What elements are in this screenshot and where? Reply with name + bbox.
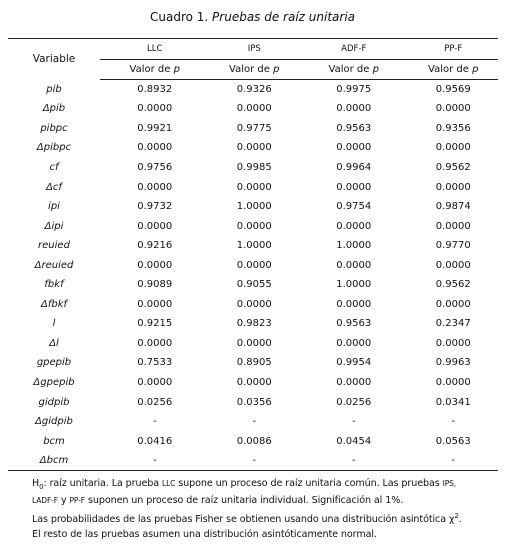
variable-cell: Δipi [44, 220, 64, 232]
pvalue-cell: - [100, 451, 200, 471]
test-header-llc: LLC [100, 39, 200, 60]
variable-header: Variable [8, 39, 100, 80]
variable-cell: Δpib [42, 103, 66, 115]
pvalue-cell: 0.0563 [435, 435, 471, 447]
pvalue-cell: 0.9563 [336, 318, 372, 330]
pvalue-cell: 0.9055 [236, 279, 272, 291]
table-row [8, 412, 498, 432]
table-row [8, 99, 498, 119]
note-line: Las probabilidades de las pruebas Fisher se obtienen usando una distribución asintótica $\chi^2$. [32, 511, 462, 526]
pvalue-cell: 0.8932 [137, 84, 173, 96]
title-name: Pruebas de raíz unitaria [212, 10, 356, 24]
variable-cell: Δgpepib [33, 376, 75, 388]
variable-cell: Δl [49, 337, 59, 349]
pvalue-cell: 0.0000 [137, 103, 173, 115]
pvalue-cell: 0.9775 [236, 122, 272, 134]
pvalue-cell: - [451, 416, 456, 428]
pvalue-cell: - [200, 451, 300, 471]
table-row [8, 295, 498, 315]
pvalue-cell: 0.0000 [336, 376, 372, 388]
table-row [8, 197, 498, 217]
pvalue-cell: 0.9964 [336, 161, 372, 173]
pvalue-cell: - [351, 416, 356, 428]
pvalue-cell: 0.0000 [137, 337, 173, 349]
pvalue-cell: 0.0000 [336, 142, 372, 154]
pvalue-cell: 0.9963 [435, 357, 471, 369]
pvalue-cell: 0.0000 [435, 142, 471, 154]
pvalue-cell: 0.9756 [137, 161, 173, 173]
pvalue-cell: 1.0000 [336, 279, 372, 291]
pvalue-cell: 0.0000 [236, 103, 272, 115]
table-row [8, 451, 498, 471]
pvalue-cell: 0.9985 [236, 161, 272, 173]
pvalue-cell: 0.0000 [137, 298, 173, 310]
pvalue-cell: 0.9770 [435, 240, 471, 252]
pvalue-cell: 0.9569 [435, 84, 471, 96]
table-row [8, 216, 498, 236]
table-row [8, 353, 498, 373]
table-row [8, 314, 498, 334]
pvalue-cell: 0.0000 [336, 298, 372, 310]
pvalue-cell: - [399, 451, 499, 471]
pvalue-cell: 0.0000 [137, 181, 173, 193]
pvalue-header: Valor de p [299, 60, 399, 80]
variable-cell: ipi [48, 201, 60, 213]
note-line: El resto de las pruebas asumen una distribución asintóticamente normal. [32, 528, 377, 540]
pvalue-cell: 0.9326 [236, 84, 272, 96]
pvalue-cell: 0.0416 [137, 435, 173, 447]
table-row [8, 392, 498, 412]
table-row [8, 80, 498, 100]
pvalue-cell: - [299, 451, 399, 471]
pvalue-cell: 0.7533 [137, 357, 173, 369]
pvalue-header: Valor de p [100, 60, 200, 80]
pvalue-cell: 0.0000 [137, 142, 173, 154]
table-row [8, 255, 498, 275]
pvalue-cell: 0.0000 [236, 220, 272, 232]
pvalue-cell: 0.0000 [236, 337, 272, 349]
table-row [8, 158, 498, 178]
table-row [8, 177, 498, 197]
pvalue-cell: 0.0000 [435, 298, 471, 310]
pvalue-cell: 0.0000 [236, 259, 272, 271]
variable-cell: cf [49, 161, 59, 173]
variable-cell: l [52, 318, 56, 330]
pvalue-cell: 0.0000 [435, 376, 471, 388]
header-row [8, 39, 498, 60]
test-header-ips: IPS [200, 39, 300, 60]
pvalue-header: Valor de p [200, 60, 300, 80]
variable-cell: Δbcm [8, 451, 100, 471]
test-header-adf: ADF-F [299, 39, 399, 60]
pvalue-cell: 0.0000 [435, 337, 471, 349]
pvalue-cell: 0.0000 [435, 259, 471, 271]
variable-cell: Δcf [46, 181, 62, 193]
table-row [8, 373, 498, 393]
pvalue-cell: 0.0000 [236, 376, 272, 388]
pvalue-cell: 0.0000 [336, 181, 372, 193]
pvalue-cell: 1.0000 [236, 240, 272, 252]
variable-cell: gidpib [38, 396, 70, 408]
table-title [0, 9, 505, 25]
pvalue-cell: 0.0000 [137, 376, 173, 388]
table-body [8, 80, 498, 471]
table-row [8, 431, 498, 451]
pvalue-cell: 0.0000 [236, 142, 272, 154]
pvalue-cell: 0.9356 [435, 122, 471, 134]
pvalue-cell: 0.2347 [435, 318, 471, 330]
pvalue-cell: 0.0000 [336, 259, 372, 271]
variable-cell: pibpc [40, 122, 68, 134]
pvalue-cell: 0.0000 [137, 259, 173, 271]
unit-root-table [8, 38, 498, 471]
pvalue-cell: 0.9562 [435, 279, 471, 291]
variable-cell: Δpibpc [36, 142, 72, 154]
pvalue-cell: 0.0000 [435, 103, 471, 115]
variable-cell: Δreuied [34, 259, 74, 271]
variable-cell: fbkf [44, 279, 64, 291]
variable-cell: gpepib [36, 357, 72, 369]
variable-cell: Δgidpib [35, 416, 73, 428]
pvalue-cell: - [152, 416, 157, 428]
pvalue-cell: 0.0341 [435, 396, 471, 408]
pvalue-cell: 0.9216 [137, 240, 173, 252]
pvalue-cell: 0.9921 [137, 122, 173, 134]
test-header-pp: PP-F [399, 39, 499, 60]
note-line: LADF-F y PP-F suponen un proceso de raíz unitaria individual. Significación al 1%. [32, 495, 404, 507]
pvalue-cell: 0.9954 [336, 357, 372, 369]
pvalue-cell: 0.9215 [137, 318, 173, 330]
pvalue-cell: 0.8905 [236, 357, 272, 369]
pvalue-cell: 0.0256 [137, 396, 173, 408]
variable-cell: reuied [38, 240, 70, 252]
pvalue-cell: 0.9089 [137, 279, 173, 291]
pvalue-cell: 0.0000 [336, 220, 372, 232]
pvalue-cell: 1.0000 [336, 240, 372, 252]
pvalue-cell: - [252, 416, 257, 428]
note-line: $H_0$: raíz unitaria. La prueba LLC supone un proceso de raíz unitaria común. Las pruebas IPS, [32, 478, 457, 491]
pvalue-cell: 0.9874 [435, 201, 471, 213]
variable-cell: pib [46, 83, 62, 95]
pvalue-cell: 0.0000 [435, 220, 471, 232]
pvalue-cell: 0.9563 [336, 122, 372, 134]
pvalue-cell: 0.0000 [236, 181, 272, 193]
table-notes [32, 477, 502, 542]
pvalue-cell: 0.0000 [336, 337, 372, 349]
pvalue-cell: 0.0000 [137, 220, 173, 232]
pvalue-cell: 0.9754 [336, 201, 372, 213]
pvalue-cell: 0.9975 [336, 84, 372, 96]
title-prefix: Cuadro 1. [149, 10, 209, 24]
table-row [8, 138, 498, 158]
variable-cell: bcm [43, 435, 65, 447]
pvalue-cell: 0.9562 [435, 161, 471, 173]
pvalue-cell: 1.0000 [236, 201, 272, 213]
table-row [8, 334, 498, 354]
pvalue-cell: 0.0000 [236, 298, 272, 310]
pvalue-cell: 0.0000 [336, 103, 372, 115]
table-row [8, 275, 498, 295]
pvalue-cell: 0.0086 [236, 435, 272, 447]
variable-cell: Δfbkf [40, 298, 68, 310]
table-row [8, 119, 498, 139]
pvalue-cell: 0.0356 [236, 396, 272, 408]
pvalue-header: Valor de p [399, 60, 499, 80]
pvalue-cell: 0.0256 [336, 396, 372, 408]
pvalue-cell: 0.0000 [435, 181, 471, 193]
pvalue-cell: 0.0454 [336, 435, 372, 447]
pvalue-cell: 0.9732 [137, 201, 173, 213]
pvalue-cell: 0.9823 [236, 318, 272, 330]
table-row [8, 236, 498, 256]
